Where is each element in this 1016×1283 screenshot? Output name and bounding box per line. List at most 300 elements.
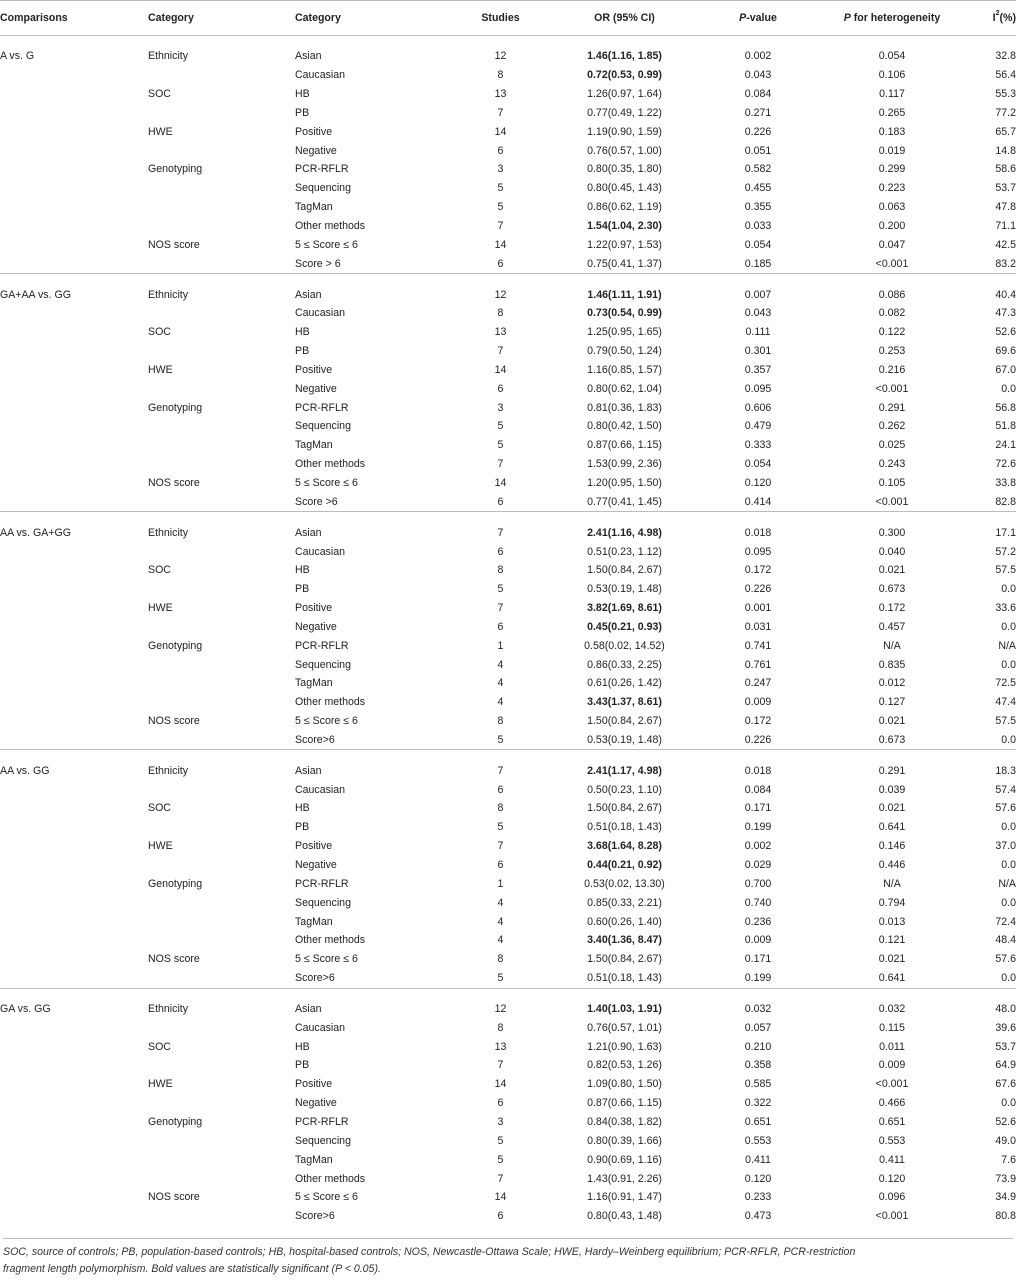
- category-cell: Genotyping: [148, 1115, 203, 1128]
- i2-cell: 67.6: [995, 1078, 1016, 1091]
- studies-cell: 7: [497, 345, 504, 358]
- p-value-cell: 0.301: [744, 345, 772, 358]
- comparison-cell: AA vs. GG: [0, 764, 50, 777]
- studies-cell: 5: [497, 201, 504, 214]
- header-i2-rest: (%): [999, 12, 1016, 24]
- i2-cell: 72.4: [995, 915, 1016, 928]
- i2-cell: 47.3: [995, 307, 1016, 320]
- i2-cell: N/A: [998, 639, 1016, 652]
- table-row: [0, 492, 1016, 511]
- table-row: [0, 47, 1016, 66]
- category-cell: [148, 856, 295, 875]
- comparison-cell: [0, 674, 148, 693]
- subcategory-cell: Other methods: [295, 1172, 366, 1185]
- table-row: [0, 85, 1016, 104]
- comparison-cell: [0, 455, 148, 474]
- or-cell: 0.72(0.53, 0.99): [587, 69, 662, 82]
- p-heterogeneity-cell: 0.086: [878, 288, 906, 301]
- p-value-cell: 0.411: [745, 1153, 771, 1166]
- subcategory-cell: Score >6: [295, 495, 338, 508]
- studies-cell: 8: [497, 715, 504, 728]
- p-value-cell: 0.120: [744, 1172, 772, 1185]
- subcategory-cell: Asian: [295, 1002, 322, 1015]
- p-value-cell: 0.120: [744, 476, 772, 489]
- header-i2: [959, 1, 1016, 36]
- studies-cell: 5: [497, 1153, 504, 1166]
- table-row: [0, 1094, 1016, 1113]
- header-or: OR (95% CI): [558, 1, 691, 36]
- table-row: [0, 235, 1016, 254]
- i2-cell: 7.6: [1001, 1153, 1016, 1166]
- table-row: [0, 198, 1016, 217]
- i2-cell: 56.4: [995, 69, 1016, 82]
- category-cell: SOC: [148, 564, 171, 577]
- comparison-cell: [0, 1169, 148, 1188]
- p-heterogeneity-cell: N/A: [883, 639, 901, 652]
- or-cell: 0.50(0.23, 1.10): [587, 783, 662, 796]
- p-heterogeneity-cell: 0.243: [878, 458, 906, 471]
- table-body: [0, 36, 1016, 1237]
- subcategory-cell: Asian: [295, 288, 322, 301]
- or-cell: 1.16(0.91, 1.47): [587, 1191, 662, 1204]
- studies-cell: 7: [497, 526, 504, 539]
- category-cell: [148, 1018, 295, 1037]
- or-cell: 0.80(0.42, 1.50): [587, 420, 662, 433]
- i2-cell: 33.8: [995, 476, 1016, 489]
- p-value-cell: 0.054: [744, 238, 772, 251]
- category-cell: [148, 492, 295, 511]
- i2-cell: 57.5: [995, 564, 1016, 577]
- p-heterogeneity-cell: 0.183: [878, 125, 906, 138]
- table-row: [0, 893, 1016, 912]
- i2-cell: 55.3: [995, 88, 1016, 101]
- subcategory-cell: Sequencing: [295, 658, 351, 671]
- comparison-cell: [0, 417, 148, 436]
- category-cell: HWE: [148, 125, 173, 138]
- header-p-italic: P: [739, 12, 747, 24]
- table-footnote: [3, 1238, 1013, 1278]
- table-row: [0, 217, 1016, 236]
- table-row: [0, 417, 1016, 436]
- p-heterogeneity-cell: 0.082: [878, 307, 906, 320]
- i2-cell: 18.3: [995, 764, 1016, 777]
- table-row: [0, 285, 1016, 304]
- subcategory-cell: TagMan: [295, 677, 333, 690]
- p-heterogeneity-cell: <0.001: [875, 382, 909, 395]
- table-row: [0, 761, 1016, 780]
- p-heterogeneity-cell: 0.262: [878, 420, 906, 433]
- p-heterogeneity-cell: 0.117: [879, 88, 905, 101]
- category-cell: [148, 66, 295, 85]
- p-value-cell: 0.479: [744, 420, 772, 433]
- i2-cell: 0.0: [1001, 972, 1016, 985]
- subcategory-cell: HB: [295, 326, 310, 339]
- subcategory-cell: Other methods: [295, 934, 366, 947]
- p-value-cell: 0.111: [745, 326, 771, 339]
- table-row: [0, 141, 1016, 160]
- comparison-cell: [0, 235, 148, 254]
- category-cell: Ethnicity: [148, 50, 189, 63]
- category-cell: [148, 455, 295, 474]
- spacer-cell: [0, 1226, 1016, 1237]
- subcategory-cell: PB: [295, 106, 310, 119]
- studies-cell: 1: [497, 877, 504, 890]
- category-cell: [148, 436, 295, 455]
- group-spacer: [0, 512, 1016, 523]
- subcategory-cell: Other methods: [295, 220, 366, 233]
- or-cell: 1.20(0.95, 1.50): [587, 476, 662, 489]
- table-row: [0, 160, 1016, 179]
- subcategory-cell: Score>6: [295, 733, 335, 746]
- i2-cell: 17.1: [995, 526, 1016, 539]
- comparison-cell: [0, 599, 148, 618]
- subcategory-cell: TagMan: [295, 915, 333, 928]
- i2-cell: 0.0: [1001, 821, 1016, 834]
- category-cell: [148, 217, 295, 236]
- comparison-cell: [0, 731, 148, 750]
- studies-cell: 13: [494, 1040, 507, 1053]
- p-value-cell: 0.741: [744, 639, 772, 652]
- studies-cell: 3: [497, 163, 504, 176]
- table-row: [0, 1207, 1016, 1226]
- i2-cell: 0.0: [1001, 382, 1016, 395]
- comparison-cell: [0, 580, 148, 599]
- p-value-cell: 0.001: [744, 602, 772, 615]
- subcategory-cell: Positive: [295, 363, 333, 376]
- studies-cell: 4: [497, 934, 504, 947]
- i2-cell: 49.0: [995, 1134, 1016, 1147]
- or-cell: 1.09(0.80, 1.50): [587, 1078, 662, 1091]
- group-spacer: [0, 36, 1016, 48]
- subcategory-cell: Asian: [295, 526, 322, 539]
- i2-cell: 72.6: [995, 458, 1016, 471]
- category-cell: Genotyping: [148, 877, 203, 890]
- table-row: [0, 361, 1016, 380]
- or-cell: 0.87(0.66, 1.15): [587, 1097, 662, 1110]
- comparison-cell: [0, 542, 148, 561]
- subcategory-cell: PCR-RFLR: [295, 401, 349, 414]
- or-cell: 0.51(0.18, 1.43): [587, 972, 662, 985]
- category-cell: Genotyping: [148, 639, 203, 652]
- category-cell: [148, 1131, 295, 1150]
- studies-cell: 6: [497, 545, 504, 558]
- studies-cell: 5: [497, 821, 504, 834]
- table-row: [0, 950, 1016, 969]
- p-heterogeneity-cell: 0.673: [878, 583, 906, 596]
- comparison-cell: [0, 1037, 148, 1056]
- p-heterogeneity-cell: 0.021: [878, 802, 906, 815]
- category-cell: HWE: [148, 602, 173, 615]
- category-cell: [148, 1169, 295, 1188]
- p-value-cell: 0.018: [744, 764, 772, 777]
- or-cell: 0.86(0.62, 1.19): [587, 201, 662, 214]
- subcategory-cell: PB: [295, 583, 310, 596]
- studies-cell: 12: [494, 1002, 507, 1015]
- table-row: [0, 731, 1016, 750]
- or-cell: 0.80(0.43, 1.48): [587, 1210, 662, 1223]
- header-comparisons: Comparisons: [0, 1, 148, 36]
- subcategory-cell: Sequencing: [295, 1134, 351, 1147]
- category-cell: [148, 693, 295, 712]
- table-row: [0, 323, 1016, 342]
- p-heterogeneity-cell: 0.651: [878, 1115, 906, 1128]
- studies-cell: 5: [497, 182, 504, 195]
- i2-cell: 53.7: [995, 1040, 1016, 1053]
- studies-cell: 4: [497, 658, 504, 671]
- table-row: [0, 599, 1016, 618]
- comparison-cell: [0, 712, 148, 731]
- p-value-cell: 0.761: [744, 658, 772, 671]
- p-heterogeneity-cell: 0.446: [878, 859, 906, 872]
- or-cell: 1.16(0.85, 1.57): [587, 363, 662, 376]
- subcategory-cell: Caucasian: [295, 545, 346, 558]
- table-row: [0, 1169, 1016, 1188]
- p-heterogeneity-cell: 0.105: [878, 476, 906, 489]
- studies-cell: 14: [494, 125, 507, 138]
- comparison-cell: [0, 179, 148, 198]
- p-value-cell: 0.210: [744, 1040, 772, 1053]
- i2-cell: 51.8: [995, 420, 1016, 433]
- p-heterogeneity-cell: 0.146: [878, 840, 906, 853]
- or-cell: 0.80(0.35, 1.80): [587, 163, 662, 176]
- category-cell: [148, 1094, 295, 1113]
- p-heterogeneity-cell: 0.021: [878, 953, 906, 966]
- category-cell: Ethnicity: [148, 1002, 189, 1015]
- comparison-cell: [0, 85, 148, 104]
- or-cell: 3.68(1.64, 8.28): [587, 840, 662, 853]
- category-cell: [148, 542, 295, 561]
- i2-cell: 53.7: [995, 182, 1016, 195]
- studies-cell: 4: [497, 915, 504, 928]
- category-cell: Ethnicity: [148, 526, 189, 539]
- comparison-cell: [0, 655, 148, 674]
- or-cell: 0.44(0.21, 0.92): [587, 859, 662, 872]
- p-value-cell: 0.018: [744, 526, 772, 539]
- subcategory-cell: TagMan: [295, 201, 333, 214]
- p-value-cell: 0.322: [744, 1097, 772, 1110]
- category-cell: [148, 580, 295, 599]
- studies-cell: 14: [494, 363, 507, 376]
- p-heterogeneity-cell: 0.216: [878, 363, 906, 376]
- studies-cell: 1: [497, 639, 504, 652]
- i2-cell: 82.8: [995, 495, 1016, 508]
- footnote-line-2: fragment length polymorphism. Bold values are statistically significant (P < 0.05).: [3, 1263, 381, 1275]
- category-cell: Genotyping: [148, 163, 203, 176]
- p-value-cell: 0.226: [744, 125, 772, 138]
- comparison-cell: [0, 66, 148, 85]
- studies-cell: 6: [497, 382, 504, 395]
- comparison-cell: [0, 398, 148, 417]
- p-heterogeneity-cell: 0.122: [878, 326, 906, 339]
- comparison-cell: [0, 780, 148, 799]
- or-cell: 0.84(0.38, 1.82): [587, 1115, 662, 1128]
- studies-cell: 6: [497, 783, 504, 796]
- comparison-cell: [0, 122, 148, 141]
- i2-cell: 32.8: [995, 50, 1016, 63]
- p-value-cell: 0.084: [744, 88, 772, 101]
- subcategory-cell: 5 ≤ Score ≤ 6: [295, 238, 358, 251]
- table-row: [0, 693, 1016, 712]
- subcategory-cell: Asian: [295, 764, 322, 777]
- subcategory-cell: Negative: [295, 144, 337, 157]
- studies-cell: 14: [494, 238, 507, 251]
- studies-cell: 7: [497, 1059, 504, 1072]
- p-heterogeneity-cell: 0.553: [878, 1134, 906, 1147]
- i2-cell: 0.0: [1001, 1097, 1016, 1110]
- spacer-cell: [0, 36, 1016, 48]
- comparison-cell: A vs. G: [0, 50, 35, 63]
- p-heterogeneity-cell: 0.457: [878, 620, 906, 633]
- studies-cell: 8: [497, 307, 504, 320]
- table-row: [0, 254, 1016, 273]
- subcategory-cell: Negative: [295, 1097, 337, 1110]
- p-heterogeneity-cell: 0.021: [878, 564, 906, 577]
- subcategory-cell: HB: [295, 564, 310, 577]
- comparison-cell: [0, 304, 148, 323]
- i2-cell: 77.2: [995, 106, 1016, 119]
- comparison-cell: [0, 636, 148, 655]
- or-cell: 0.76(0.57, 1.00): [587, 144, 662, 157]
- subcategory-cell: PB: [295, 1059, 310, 1072]
- studies-cell: 4: [497, 677, 504, 690]
- p-heterogeneity-cell: 0.223: [878, 182, 906, 195]
- i2-cell: 57.6: [995, 953, 1016, 966]
- studies-cell: 8: [497, 564, 504, 577]
- subcategory-cell: Score>6: [295, 972, 335, 985]
- i2-cell: 67.0: [995, 363, 1016, 376]
- p-heterogeneity-cell: 0.466: [878, 1097, 906, 1110]
- subcategory-cell: PCR-RFLR: [295, 1115, 349, 1128]
- subcategory-cell: PCR-RFLR: [295, 163, 349, 176]
- subcategory-cell: Score > 6: [295, 257, 341, 270]
- table-row: [0, 874, 1016, 893]
- p-value-cell: 0.233: [744, 1191, 772, 1204]
- or-cell: 1.50(0.84, 2.67): [587, 953, 662, 966]
- i2-cell: 0.0: [1001, 658, 1016, 671]
- studies-cell: 6: [497, 620, 504, 633]
- p-value-cell: 0.199: [744, 821, 772, 834]
- p-value-cell: 0.414: [744, 495, 772, 508]
- studies-cell: 3: [497, 1115, 504, 1128]
- or-cell: 1.46(1.11, 1.91): [587, 288, 662, 301]
- p-value-cell: 0.651: [744, 1115, 772, 1128]
- comparison-cell: [0, 436, 148, 455]
- subcategory-cell: TagMan: [295, 1153, 333, 1166]
- p-value-cell: 0.043: [744, 307, 772, 320]
- comparison-cell: [0, 1094, 148, 1113]
- p-heterogeneity-cell: 0.673: [878, 733, 906, 746]
- category-cell: [148, 1207, 295, 1226]
- or-cell: 0.77(0.49, 1.22): [587, 106, 662, 119]
- p-heterogeneity-cell: 0.106: [878, 69, 906, 82]
- studies-cell: 5: [497, 439, 504, 452]
- comparison-cell: [0, 104, 148, 123]
- i2-cell: 57.6: [995, 802, 1016, 815]
- table-row: [0, 655, 1016, 674]
- or-cell: 1.50(0.84, 2.67): [587, 564, 662, 577]
- or-cell: 0.80(0.39, 1.66): [587, 1134, 662, 1147]
- p-value-cell: 0.031: [744, 620, 772, 633]
- i2-cell: 56.8: [995, 401, 1016, 414]
- or-cell: 0.60(0.26, 1.40): [587, 915, 662, 928]
- subcategory-cell: Caucasian: [295, 1021, 346, 1034]
- comparison-cell: [0, 474, 148, 493]
- p-value-cell: 0.236: [744, 915, 772, 928]
- subcategory-cell: HB: [295, 88, 310, 101]
- comparison-cell: GA+AA vs. GG: [0, 288, 71, 301]
- comparison-cell: [0, 856, 148, 875]
- subcategory-cell: Positive: [295, 1078, 333, 1091]
- i2-cell: 0.0: [1001, 583, 1016, 596]
- studies-cell: 13: [494, 88, 507, 101]
- subcategory-cell: 5 ≤ Score ≤ 6: [295, 476, 358, 489]
- or-cell: 0.90(0.69, 1.16): [587, 1153, 662, 1166]
- category-cell: SOC: [148, 802, 171, 815]
- p-value-cell: 0.172: [744, 564, 772, 577]
- i2-cell: 71.1: [995, 220, 1016, 233]
- category-cell: SOC: [148, 1040, 171, 1053]
- category-cell: [148, 969, 295, 988]
- or-cell: 0.77(0.41, 1.45): [587, 495, 662, 508]
- table-row: [0, 1075, 1016, 1094]
- i2-cell: 33.6: [995, 602, 1016, 615]
- or-cell: 3.40(1.36, 8.47): [587, 934, 662, 947]
- studies-cell: 7: [497, 458, 504, 471]
- p-value-cell: 0.585: [744, 1078, 772, 1091]
- comparison-cell: [0, 1075, 148, 1094]
- studies-cell: 8: [497, 1021, 504, 1034]
- subcategory-cell: Other methods: [295, 458, 366, 471]
- p-heterogeneity-cell: 0.200: [878, 220, 906, 233]
- table-row: [0, 474, 1016, 493]
- i2-cell: 83.2: [995, 257, 1016, 270]
- i2-cell: 57.5: [995, 715, 1016, 728]
- p-heterogeneity-cell: 0.054: [878, 50, 906, 63]
- p-value-cell: 0.007: [744, 288, 772, 301]
- table-row: [0, 799, 1016, 818]
- p-heterogeneity-cell: 0.047: [878, 238, 906, 251]
- i2-cell: 48.0: [995, 1002, 1016, 1015]
- p-value-cell: 0.700: [744, 877, 772, 890]
- p-heterogeneity-cell: 0.300: [878, 526, 906, 539]
- p-heterogeneity-cell: 0.641: [878, 972, 906, 985]
- spacer-cell: [0, 989, 1016, 1000]
- comparison-cell: [0, 799, 148, 818]
- i2-cell: 39.6: [995, 1021, 1016, 1034]
- p-heterogeneity-cell: <0.001: [875, 1078, 909, 1091]
- studies-cell: 14: [494, 476, 507, 489]
- studies-cell: 8: [497, 69, 504, 82]
- subcategory-cell: Asian: [295, 50, 322, 63]
- p-heterogeneity-cell: 0.012: [878, 677, 906, 690]
- or-cell: 1.26(0.97, 1.64): [587, 88, 662, 101]
- category-cell: [148, 617, 295, 636]
- p-heterogeneity-cell: 0.835: [878, 658, 906, 671]
- studies-cell: 8: [497, 802, 504, 815]
- studies-cell: 6: [497, 1097, 504, 1110]
- studies-cell: 6: [497, 1210, 504, 1223]
- studies-cell: 6: [497, 144, 504, 157]
- p-value-cell: 0.032: [744, 1002, 772, 1015]
- studies-cell: 7: [497, 220, 504, 233]
- comparison-cell: [0, 1056, 148, 1075]
- header-p-value: [691, 1, 825, 36]
- or-cell: 0.80(0.62, 1.04): [587, 382, 662, 395]
- comparison-cell: [0, 1018, 148, 1037]
- category-cell: [148, 818, 295, 837]
- comparison-cell: [0, 217, 148, 236]
- category-cell: [148, 198, 295, 217]
